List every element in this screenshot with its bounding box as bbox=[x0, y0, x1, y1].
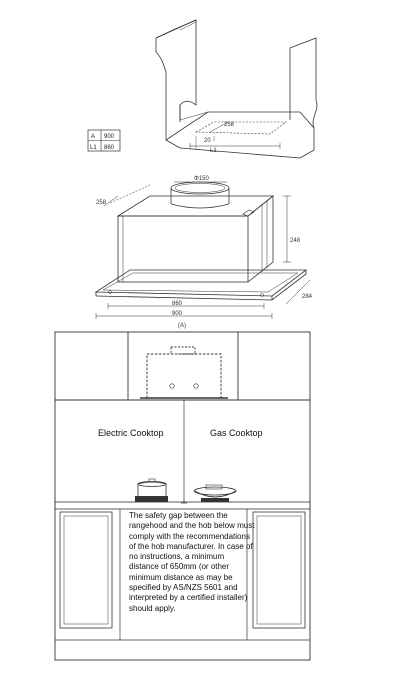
top-dim-depth: 258 bbox=[224, 122, 235, 128]
electric-cooktop-label: Electric Cooktop bbox=[98, 428, 164, 438]
hood-caption: (A) bbox=[178, 323, 186, 329]
table-row-a-label: A bbox=[91, 134, 96, 140]
top-dim-side: 20 bbox=[204, 138, 211, 144]
pot-icon bbox=[135, 479, 168, 502]
hood-dim-height: 248 bbox=[290, 238, 301, 244]
hood-dim-depth: 284 bbox=[302, 294, 313, 300]
duct-diameter-dim: Φ150 bbox=[194, 176, 209, 182]
hood-dim-inner-width: 860 bbox=[172, 301, 183, 307]
wok-icon bbox=[194, 485, 236, 502]
rangehood-view bbox=[96, 176, 313, 329]
table-row-l1-value: 860 bbox=[104, 145, 115, 151]
top-dim-length: L1 bbox=[210, 148, 217, 154]
gas-cooktop-label: Gas Cooktop bbox=[210, 428, 263, 438]
table-row-l1-label: L1 bbox=[90, 145, 97, 151]
hood-dim-outer-width: 900 bbox=[172, 311, 183, 317]
safety-gap-note: The safety gap between the rangehood and the hob below must comply with the recommendations of the hob manufacturer. In case of no instructions, a minimum distance of 650mm (or other minimum distance as may be specified by AS/NZS 5601 and interpreted by a certified installer) should apply. bbox=[129, 511, 255, 613]
cabinet-cutout-view bbox=[156, 20, 317, 158]
table-row-a-value: 900 bbox=[104, 134, 115, 140]
hood-dim-left: 258 bbox=[96, 200, 107, 206]
cutout-size-table bbox=[88, 130, 120, 151]
